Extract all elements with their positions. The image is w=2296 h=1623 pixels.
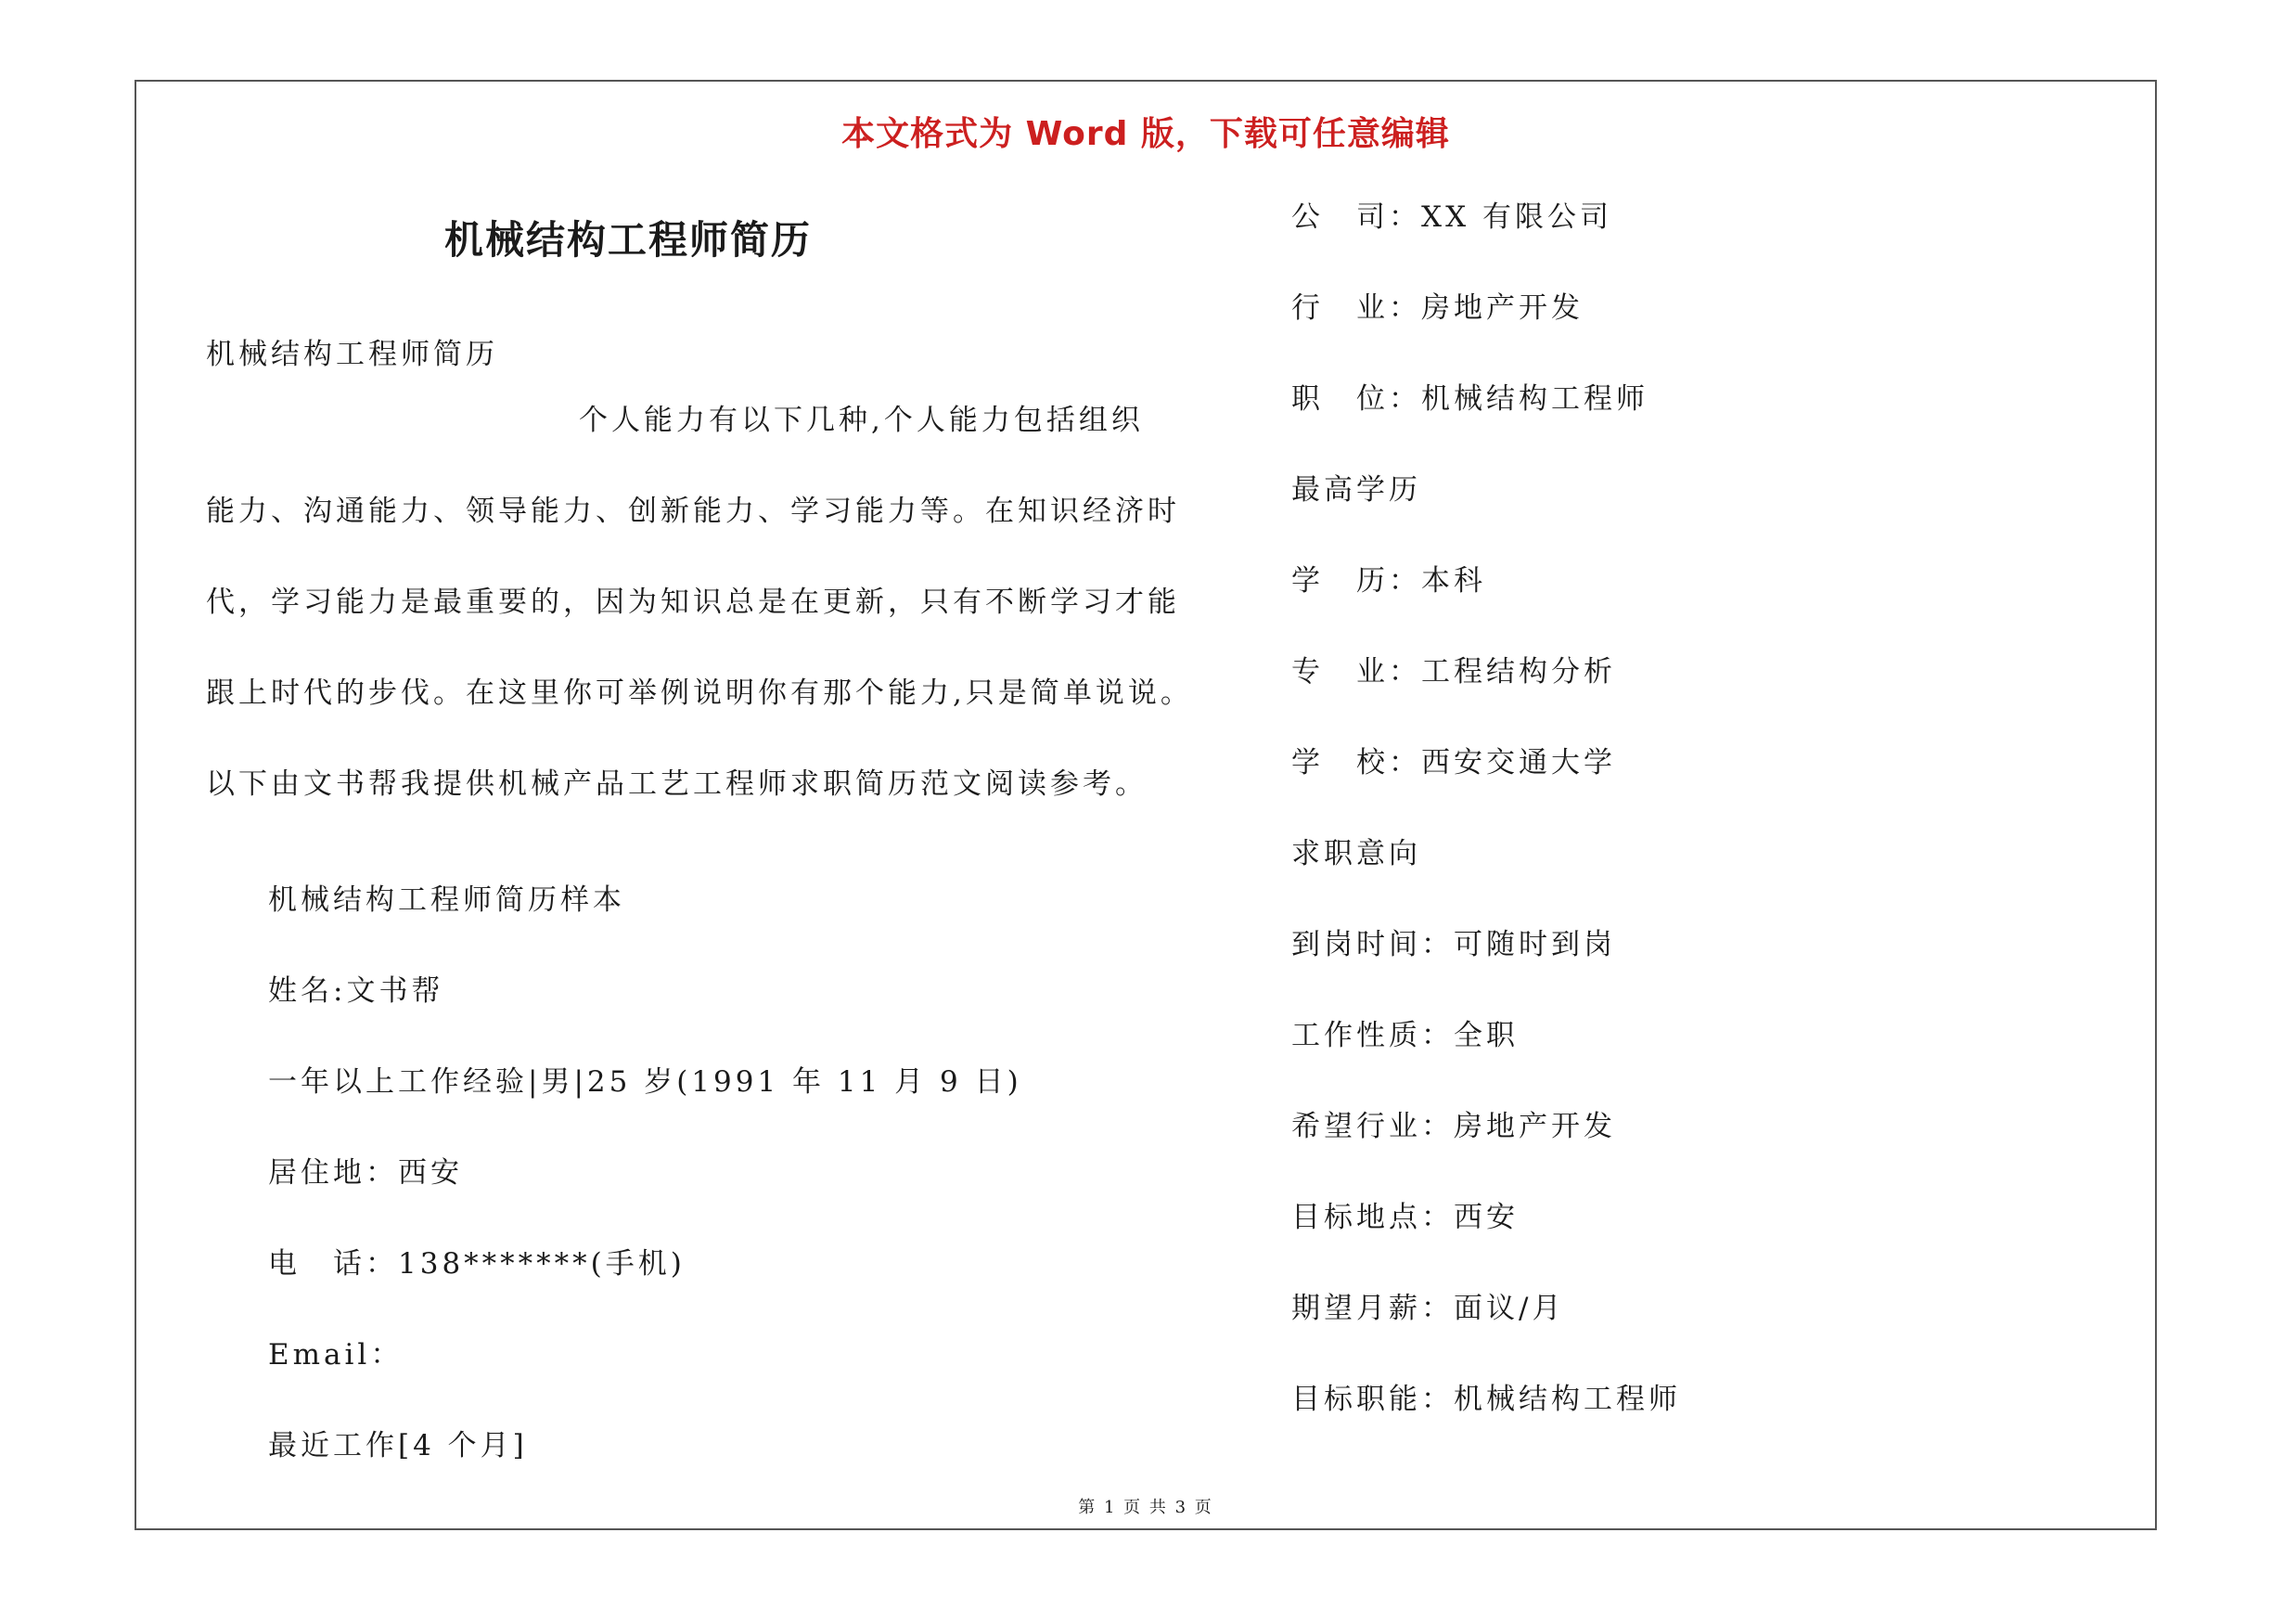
sample-heading: 机械结构工程师简历样本 — [268, 883, 625, 917]
education-heading: 最高学历 — [1291, 473, 1421, 507]
subtitle-line: 机械结构工程师简历 — [206, 338, 498, 371]
target-location-line: 目标地点：西安 — [1291, 1201, 1519, 1234]
job-type-line: 工作性质：全职 — [1291, 1019, 1519, 1052]
target-role-line: 目标职能：机械结构工程师 — [1291, 1383, 1681, 1416]
company-line: 公 司：XX 有限公司 — [1291, 200, 1612, 234]
position-line: 职 位：机械结构工程师 — [1291, 382, 1648, 416]
salary-line: 期望月薪：面议/月 — [1291, 1292, 1565, 1325]
document-title: 机械结构工程师简历 — [444, 217, 813, 263]
intro-line: 以下由文书帮我提供机械产品工艺工程师求职简历范文阅读参考。 — [206, 767, 1148, 801]
page-number: 第 1 页 共 3 页 — [1078, 1498, 1213, 1517]
format-banner: 本文格式为 Word 版，下载可任意编辑 — [841, 115, 1450, 153]
residence-line: 居住地：西安 — [268, 1156, 463, 1190]
intro-line: 个人能力有以下几种,个人能力包括组织 — [579, 404, 1144, 437]
degree-line: 学 历：本科 — [1291, 564, 1486, 598]
recent-work-line: 最近工作[4 个月] — [268, 1429, 528, 1462]
desired-industry-line: 希望行业：房地产开发 — [1291, 1110, 1616, 1143]
email-line: Email： — [268, 1338, 404, 1372]
page-frame — [135, 80, 2157, 1530]
start-time-line: 到岗时间：可随时到岗 — [1291, 928, 1616, 961]
intro-line: 代，学习能力是最重要的，因为知识总是在更新，只有不断学习才能 — [206, 586, 1180, 619]
intro-paragraph — [206, 375, 1193, 830]
school-line: 学 校：西安交通大学 — [1291, 746, 1616, 779]
name-line: 姓名:文书帮 — [268, 974, 444, 1008]
phone-line: 电 话：138*******(手机) — [268, 1247, 686, 1281]
industry-line: 行 业：房地产开发 — [1291, 291, 1584, 325]
summary-line: 一年以上工作经验|男|25 岁(1991 年 11 月 9 日) — [268, 1065, 1022, 1099]
intro-line: 跟上时代的步伐。在这里你可举例说明你有那个能力,只是简单说说。 — [206, 676, 1193, 710]
intro-line: 能力、沟通能力、领导能力、创新能力、学习能力等。在知识经济时 — [206, 495, 1180, 528]
major-line: 专 业：工程结构分析 — [1291, 655, 1616, 689]
intent-heading: 求职意向 — [1291, 837, 1421, 870]
